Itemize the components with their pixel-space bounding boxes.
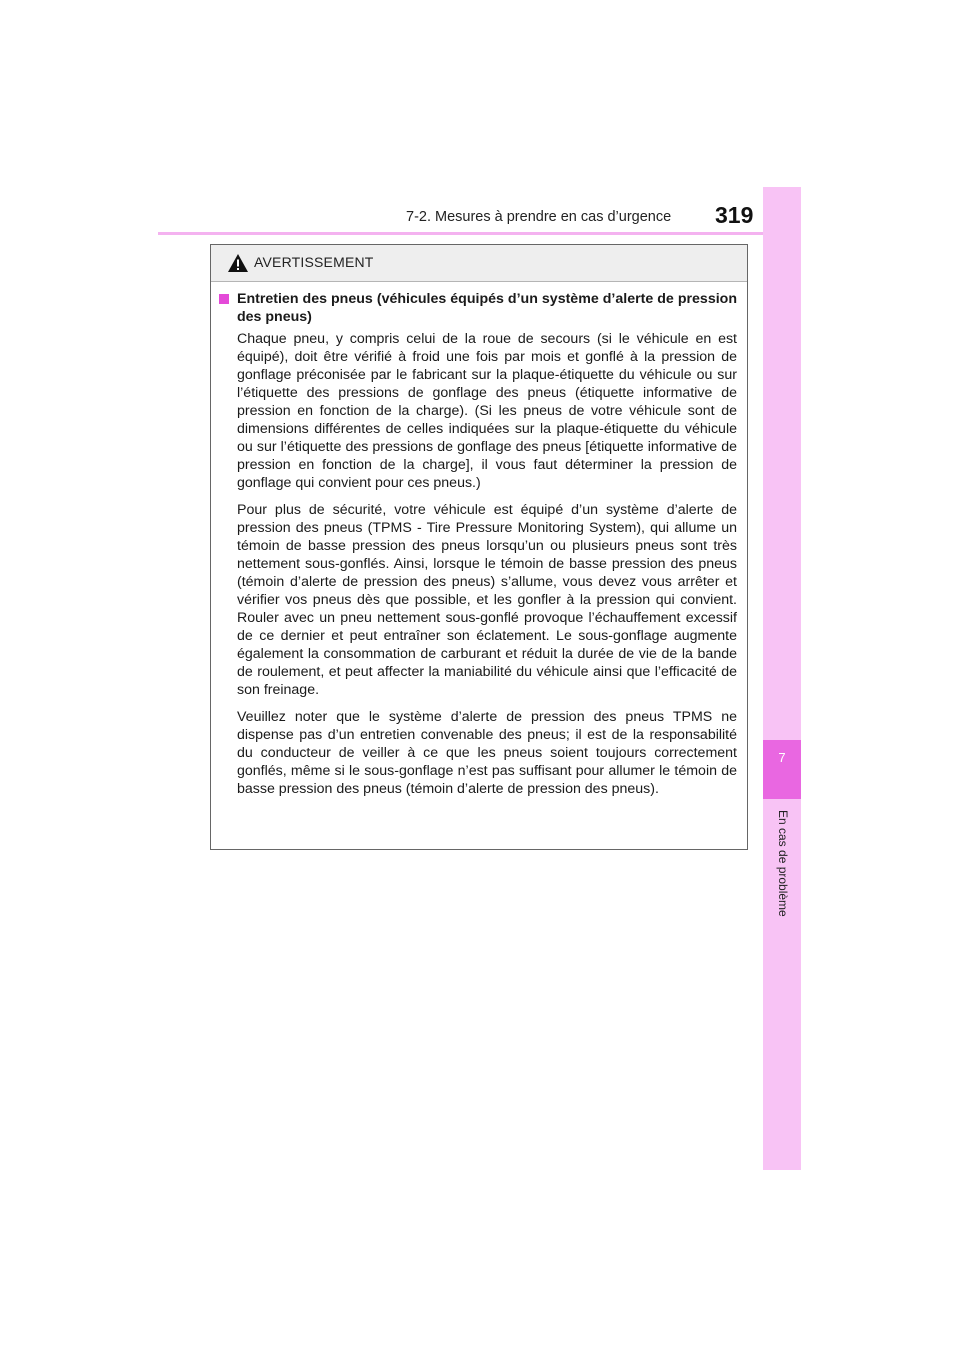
warning-triangle-icon (227, 253, 249, 273)
paragraph-3: Veuillez noter que le système d’alerte de pression des pneus TPMS ne dispense pas d’un entretien convenable des pneus; il est de la responsabilité du conducteur de veiller à ce que les pneus soient toujours correctement gonflés, même si le sous-gonflage n’est pas suffisant pour allumer le témoin de basse pression des pneus (témoin d’alerte de pression des pneus). (237, 709, 737, 797)
section-title: 7-2. Mesures à prendre en cas d’urgence (406, 209, 672, 225)
chapter-tab-active[interactable] (763, 740, 801, 799)
warning-label: AVERTISSEMENT (254, 254, 374, 270)
section-heading-text: Entretien des pneus (véhicules équipés d’un système d’alerte de pression des pneus) (237, 291, 737, 325)
warning-header (211, 245, 747, 282)
paragraph-1: Chaque pneu, y compris celui de la roue de secours (si le véhicule en est équipé), doit être vérifié à froid une fois par mois et gonflé à la pression de gonflage préconisée par le fabricant sur la plaque-étiquette du véhicule ou sur l’étiquette des pressions de gonflage des pneus (étiquette informative de pression en fonction de la charge). (Si les pneus de votre véhicule sont de dimensions différentes de celles indiquées sur la plaque-étiquette du véhicule ou sur l’étiquette des pressions de gonflage des pneus [étiquette informative de pression en fonction de la charge], il vous faut déterminer la pression de gonflage qui convient pour ces pneus.) (237, 331, 737, 491)
paragraph-2: Pour plus de sécurité, votre véhicule est équipé d’un système d’alerte de pression des pneus (TPMS - Tire Pressure Monitoring System), qui allume un témoin de basse pression des pneus lorsqu’un ou plusieurs pneus sont très nettement sous-gonflés. Ainsi, lorsque le témoin de basse pression des pneus (témoin d’alerte de pression des pneus) s’allume, vous devez vous arrêter et vérifier vos pneus dès que possible, et les gonfler à la pression qui convient. Rouler avec un pneu nettement sous-gonflé provoque l’échauffement excessif de ce dernier et peut entraîner son éclatement. Le sous-gonflage augmente également la consommation de carburant et réduit la durée de vie de la bande de roulement, et peut affecter la maniabilité du véhicule ainsi que l’efficacité de son freinage. (237, 502, 737, 698)
section-heading (219, 290, 737, 326)
chapter-side-tab (763, 187, 801, 1170)
chapter-label: En cas de problème (776, 810, 790, 917)
warning-box (210, 244, 748, 850)
bullet-square-icon (219, 294, 229, 304)
warning-body (211, 282, 747, 798)
page-number: 319 (715, 202, 754, 228)
header-divider (158, 232, 800, 235)
chapter-number: 7 (778, 750, 786, 765)
